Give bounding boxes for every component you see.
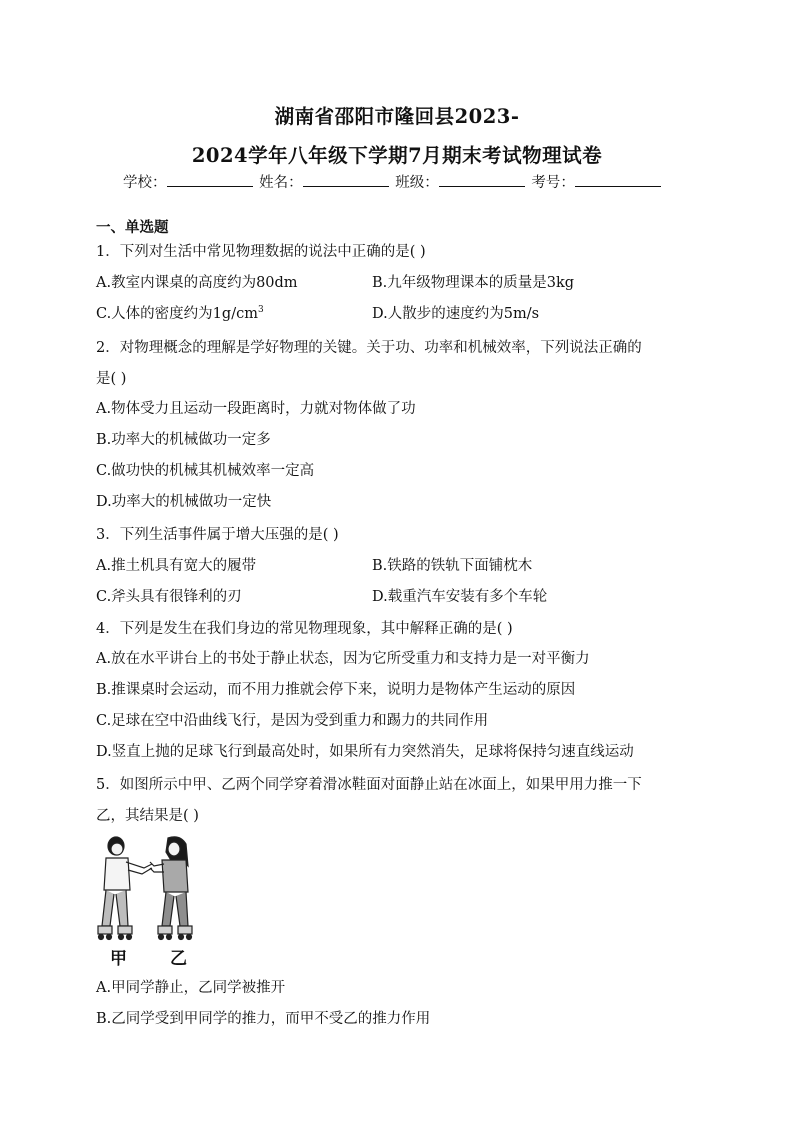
question-2-option-a: A.物体受力且运动一段距离时，力就对物体做了功 — [96, 401, 416, 417]
question-5-option-a: A.甲同学静止，乙同学被推开 — [96, 980, 286, 996]
question-1-stem: 1．下列对生活中常见物理数据的说法中正确的是( ) — [96, 244, 426, 260]
exam-number-label: 考号： — [531, 175, 575, 191]
question-2-stem-line2: 是( ) — [96, 371, 127, 387]
skaters-figure — [96, 832, 206, 967]
student-info-row — [123, 171, 663, 192]
question-1-option-b: B.九年级物理课本的质量是3kg — [372, 275, 575, 291]
name-label: 姓名： — [259, 175, 303, 191]
question-1-option-c-text: C.人体的密度约为1g/cm — [96, 306, 258, 322]
class-label: 班级： — [395, 175, 439, 191]
question-2-option-c: C.做功快的机械其机械效率一定高 — [96, 463, 315, 479]
question-2-option-b: B.功率大的机械做功一定多 — [96, 432, 271, 448]
question-1-option-d: D.人散步的速度约为5m/s — [372, 306, 540, 322]
question-1-option-c — [96, 302, 264, 323]
name-blank — [303, 171, 389, 187]
question-1-option-a: A.教室内课桌的高度约为80dm — [96, 275, 298, 291]
school-blank — [167, 171, 253, 187]
skater-jia — [98, 837, 152, 940]
question-4-stem: 4．下列是发生在我们身边的常见物理现象，其中解释正确的是( ) — [96, 621, 513, 637]
exam-title-line1: 湖南省邵阳市隆回县2023- — [274, 105, 520, 128]
question-5-option-b: B.乙同学受到甲同学的推力，而甲不受乙的推力作用 — [96, 1011, 431, 1027]
question-3-stem: 3．下列生活事件属于增大压强的是( ) — [96, 527, 339, 543]
question-3-option-b: B.铁路的铁轨下面铺枕木 — [372, 558, 533, 574]
question-3-option-c: C.斧头具有很锋利的刃 — [96, 589, 242, 605]
question-3-option-d: D.载重汽车安装有多个车轮 — [372, 589, 548, 605]
question-3-option-a: A.推土机具有宽大的履带 — [96, 558, 257, 574]
skater-yi — [150, 837, 192, 940]
class-blank — [439, 171, 525, 187]
question-4-option-c: C.足球在空中沿曲线飞行，是因为受到重力和踢力的共同作用 — [96, 713, 489, 729]
exam-number-blank — [575, 171, 661, 187]
question-4-option-d: D.竖直上抛的足球飞行到最高处时，如果所有力突然消失，足球将保持匀速直线运动 — [96, 744, 634, 760]
figure-label-jia: 甲 — [110, 949, 127, 969]
question-5-stem-line1: 5．如图所示中甲、乙两个同学穿着滑冰鞋面对面静止站在冰面上，如果甲用力推一下 — [96, 777, 642, 793]
section-heading: 一、单选题 — [96, 219, 169, 236]
exam-title-line2: 2024学年八年级下学期7月期末考试物理试卷 — [191, 144, 603, 167]
superscript: 3 — [257, 305, 264, 315]
figure-label-yi: 乙 — [170, 949, 187, 969]
question-2-option-d: D.功率大的机械做功一定快 — [96, 494, 272, 510]
question-4-option-b: B.推课桌时会运动，而不用力推就会停下来，说明力是物体产生运动的原因 — [96, 682, 576, 698]
question-5-stem-line2: 乙，其结果是( ) — [96, 808, 199, 824]
school-label: 学校： — [123, 175, 167, 191]
question-4-option-a: A.放在水平讲台上的书处于静止状态，因为它所受重力和支持力是一对平衡力 — [96, 651, 590, 667]
question-2-stem-line1: 2．对物理概念的理解是学好物理的关键。关于功、功率和机械效率，下列说法正确的 — [96, 340, 642, 356]
